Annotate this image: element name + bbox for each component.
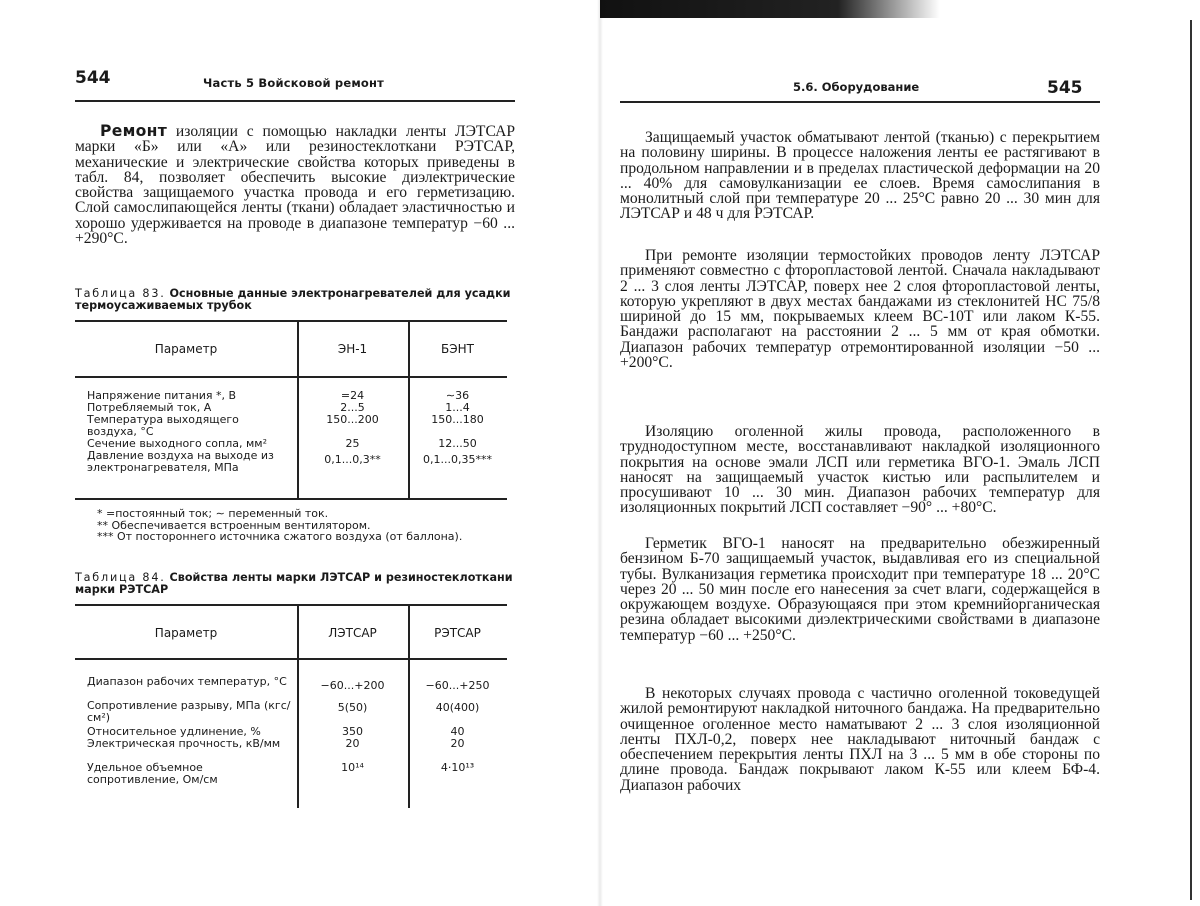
table-cell: 20 bbox=[408, 738, 507, 750]
header-col1: ЭН-1 bbox=[297, 342, 408, 356]
table-cell: ∼36 bbox=[408, 390, 507, 402]
footnote: *** От постороннего источника сжатого воздуха (от баллона). bbox=[75, 531, 510, 543]
table-cell: 150...200 bbox=[297, 414, 408, 426]
table-rule bbox=[75, 498, 507, 500]
table-row-param: Сечение выходного сопла, мм² bbox=[87, 438, 292, 450]
page-number-left: 544 bbox=[75, 68, 111, 88]
intro-paragraph bbox=[75, 124, 515, 246]
table-row-param: Потребляемый ток, А bbox=[87, 402, 292, 414]
paragraph: При ремонте изоляции термостойких проводов ленту ЛЭТСАР применяют совместно с фторопластовой лентой. Сначала накладывают 2 ... 3 слоя ленты ЛЭТСАР, поверх нее 2 слоя фторопластовой ленты, которую укрепляют в двух местах бандажами из стеклонитей НС 75/8 шириной до 15 мм, покрываемых клеем ВС-10Т или лаком К-55. Бандажи располагают на расстоянии 2 ... 5 мм от края обмотки. Диапазон рабочих температур отремонтированной изоляции −50 ... +200°С. bbox=[620, 248, 1100, 370]
table83-caption: Таблица 83. Основные данные электронагревателей для усадки термоусаживаемых трубок bbox=[75, 288, 515, 311]
table-cell: 1...4 bbox=[408, 402, 507, 414]
running-head-left: Часть 5 Войсковой ремонт bbox=[203, 76, 384, 90]
page-number-right: 545 bbox=[1047, 78, 1083, 98]
footnote: ** Обеспечивается встроенным вентилятором. bbox=[75, 520, 510, 532]
table-cell: 2...5 bbox=[297, 402, 408, 414]
table-cell: =24 bbox=[297, 390, 408, 402]
table-cell: 25 bbox=[297, 438, 408, 450]
table-cell: 0,1...0,35*** bbox=[408, 454, 507, 466]
table84-caption: Таблица 84. Свойства ленты марки ЛЭТСАР и резиностеклоткани марки РЭТСАР bbox=[75, 572, 515, 595]
table-cell: 40 bbox=[408, 726, 507, 738]
table-cell: 0,1...0,3** bbox=[297, 454, 408, 466]
paragraph: В некоторых случаях провода с частично оголенной токоведущей жилой ремонтируют накладкой ниточного бандажа. На предварительно очищенное оголенное место наматывают 2 ... 3 слоя изоляционной ленты ПХЛ-0,2, поверх нее накладывают ниточный бандаж с обеспечением перекрытия ленты ПХЛ на 3 ... 5 мм в обе стороны по длине провода. Бандаж покрывают лаком К-55 или клеем БФ-4. Диапазон рабочих bbox=[620, 686, 1100, 793]
table84 bbox=[75, 604, 507, 810]
header-parameter: Параметр bbox=[75, 342, 297, 356]
table-row-param: Давление воздуха на выходе из электронагревателя, МПа bbox=[87, 450, 292, 473]
table-cell: 10¹⁴ bbox=[297, 762, 408, 774]
table-rule bbox=[75, 604, 507, 606]
table-row-param: Напряжение питания *, В bbox=[87, 390, 292, 402]
table-cell: 20 bbox=[297, 738, 408, 750]
table-row-param: Диапазон рабочих температур, °С bbox=[87, 676, 292, 688]
header-rule bbox=[620, 101, 1100, 103]
table83-notes bbox=[75, 508, 510, 543]
header-rule bbox=[75, 100, 515, 102]
table-cell: −60...+200 bbox=[297, 680, 408, 692]
paragraph: Герметик ВГО-1 наносят на предварительно обезжиренный бензином Б-70 защищаемый участок, выдавливая его из специальной тубы. Вулканизация герметика происходит при температуре 18 ... 20°С через 20 ... 50 мин после его нанесения за счет влаги, содержащейся в окружающем воздухе. Образующаяся при этом кремнийорганическая резина обладает высокими диэлектрическими свойствами в диапазоне температур −60 ... +250°С. bbox=[620, 536, 1100, 643]
intro-text: изоляции с помощью накладки ленты ЛЭТСАР марки «Б» или «А» или резиностеклоткани РЭТСАР, механические и электрические свойства которых приведены в табл. 84, позволяет обеспечить высокие диэлектрические свойства защищаемого участка провода и его герметизацию. Слой самослипающейся ленты (ткани) обладает эластичностью и хорошо удерживается на проводе в диапазоне температур −60 ... +290°С. bbox=[75, 123, 515, 247]
footnote: * =постоянный ток; ∼ переменный ток. bbox=[75, 508, 510, 520]
table-rule bbox=[75, 658, 507, 660]
paragraph: Изоляцию оголенной жилы провода, расположенного в труднодоступном месте, восстанавливают накладкой изоляционного покрытия на основе эмали ЛСП или герметика ВГО-1. Эмаль ЛСП наносят на защищаемый участок кистью или распылителем и просушивают 10 ... 30 мин. Диапазон рабочих температур для изоляционных покрытий ЛСП составляет −90° ... +80°С. bbox=[620, 424, 1100, 516]
table-cell: −60...+250 bbox=[408, 680, 507, 692]
bold-lead: Ремонт bbox=[100, 122, 167, 140]
running-head-right: 5.6. Оборудование bbox=[793, 80, 919, 94]
table-cell: 150...180 bbox=[408, 414, 507, 426]
table-cell: 4·10¹³ bbox=[408, 762, 507, 774]
paragraph: Защищаемый участок обматывают лентой (тканью) с перекрытием на половину ширины. В процессе наложения ленты ее растягивают в продольном направлении и в пределах пластической деформации на 20 ... 40% для самовулканизации ее слоев. Время самослипания в монолитный слой при температуре 20 ... 25°С равно 20 ... 30 мин для ЛЭТСАР и 48 ч для РЭТСАР. bbox=[620, 130, 1100, 222]
table-row-param: Относительное удлинение, % bbox=[87, 726, 292, 738]
table-row-param: Электрическая прочность, кВ/мм bbox=[87, 738, 292, 750]
table-rule bbox=[75, 320, 507, 322]
table83 bbox=[75, 320, 507, 500]
left-page bbox=[0, 0, 600, 906]
table-row-param: Удельное объемное сопротивление, Ом/см bbox=[87, 762, 292, 785]
header-col2: РЭТСАР bbox=[408, 626, 507, 640]
right-page bbox=[600, 0, 1200, 906]
table-cell: 350 bbox=[297, 726, 408, 738]
header-col1: ЛЭТСАР bbox=[297, 626, 408, 640]
table-row-param: Температура выходящего воздуха, °С bbox=[87, 414, 292, 437]
header-parameter: Параметр bbox=[75, 626, 297, 640]
table-cell: 40(400) bbox=[408, 702, 507, 714]
table-cell: 12...50 bbox=[408, 438, 507, 450]
table-rule bbox=[75, 376, 507, 378]
table-row-param: Сопротивление разрыву, МПа (кгс/см²) bbox=[87, 700, 292, 723]
table-cell: 5(50) bbox=[297, 702, 408, 714]
header-col2: БЭНТ bbox=[408, 342, 507, 356]
